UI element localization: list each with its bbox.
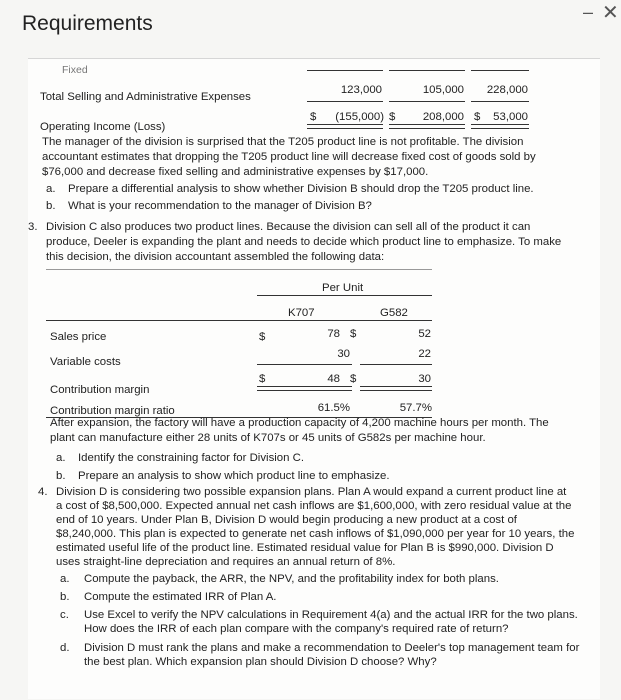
rule: [257, 295, 432, 296]
variable-k707: 30: [337, 348, 350, 360]
p4-b-marker: b.: [60, 591, 70, 603]
oi-value-1: (155,000): [335, 111, 384, 123]
rule: [307, 101, 383, 102]
sales-g582: 52: [418, 328, 431, 340]
p4-c-line-1: Use Excel to verify the NPV calculations in Requirement 4(a) and the actual IRR for the two plans.: [84, 609, 578, 621]
p3-after-1: After expansion, the factory will have a production capacity of 4,200 machine hours per month. The: [50, 417, 549, 429]
p4-d-marker: d.: [60, 642, 70, 654]
p4-d-line-2: the best plan. Which expansion plan should Division D choose? Why?: [84, 656, 437, 668]
p3-number: 3.: [28, 221, 38, 233]
oi-value-3: 53,000: [493, 111, 528, 123]
p4-line-5: estimated useful life of the product line. Estimated residual value for Plan B is $990,000. Division D: [56, 542, 554, 554]
rule: [307, 70, 383, 71]
rule: [389, 70, 465, 71]
p2-a-text: Prepare a differential analysis to show whether Division B should drop the T205 product line.: [68, 183, 534, 195]
p4-a-marker: a.: [60, 573, 70, 585]
minimize-icon[interactable]: –: [583, 2, 594, 22]
oi-dollar-3: $: [474, 111, 481, 123]
rule: [46, 269, 432, 270]
rule: [360, 364, 432, 365]
p4-b-text: Compute the estimated IRR of Plan A.: [84, 591, 277, 603]
p3-b-marker: b.: [56, 470, 66, 482]
p4-line-3: end of 10 years. Under Plan B, Division D would begin producing a new product at a cost of: [56, 514, 517, 526]
double-rule: [360, 386, 432, 391]
rule: [389, 101, 465, 102]
p2-line-2: accountant estimates that dropping the T205 product line will decrease fixed cost of goods sold by: [42, 151, 536, 163]
oi-dollar-2: $: [389, 111, 396, 123]
p4-d-line-1: Division D must rank the plans and make a recommendation to Deeler's top management team for: [84, 642, 580, 654]
p3-b-text: Prepare an analysis to show which product line to emphasize.: [78, 470, 390, 482]
p2-b-text: What is your recommendation to the manager of Division B?: [68, 200, 372, 212]
double-rule: [307, 124, 383, 129]
cm-dollar-2: $: [350, 373, 357, 385]
col-k707: K707: [288, 307, 315, 319]
cmr-k707: 61.5%: [317, 402, 350, 414]
sales-dollar-2: $: [350, 328, 357, 340]
oi-label: Operating Income (Loss): [40, 121, 166, 133]
p4-a-text: Compute the payback, the ARR, the NPV, and the profitability index for both plans.: [84, 573, 499, 585]
p4-c-marker: c.: [60, 609, 69, 621]
fixed-label: Fixed: [62, 64, 88, 76]
tsa-value-1: 123,000: [340, 84, 382, 96]
cmr-label: Contribution margin ratio: [50, 405, 175, 417]
p2-b-marker: b.: [46, 200, 56, 212]
cmr-g582: 57.7%: [399, 402, 432, 414]
rule: [257, 364, 352, 365]
p3-line-3: this decision, the division accountant assembled the following data:: [46, 251, 385, 263]
double-rule: [257, 386, 352, 391]
per-unit-header: Per Unit: [322, 282, 364, 294]
oi-value-2: 208,000: [422, 111, 464, 123]
p4-line-6: uses straight-line depreciation and requires an annual return of 8%.: [56, 556, 396, 568]
p4-number: 4.: [38, 486, 48, 498]
sales-label: Sales price: [50, 331, 107, 343]
variable-label: Variable costs: [50, 356, 121, 368]
double-rule: [471, 124, 529, 129]
close-icon[interactable]: ✕: [602, 2, 619, 24]
p4-c-line-2: How does the IRR of each plan compare with the company's required rate of return?: [84, 623, 509, 635]
sales-dollar-1: $: [259, 331, 266, 343]
p3-a-marker: a.: [56, 452, 66, 464]
variable-g582: 22: [418, 348, 431, 360]
cm-dollar-1: $: [259, 373, 266, 385]
p3-a-text: Identify the constraining factor for Division C.: [78, 452, 305, 464]
p4-line-1: Division D is considering two possible expansion plans. Plan A would expand a current product line at: [56, 486, 567, 498]
sales-k707: 78: [327, 328, 340, 340]
rule: [471, 70, 529, 71]
col-g582: G582: [380, 307, 408, 319]
p4-line-2: a cost of $8,500,000. Expected annual net cash inflows are $1,600,000, with zero residual value at the: [56, 500, 572, 512]
p3-line-1: Division C also produces two product lines. Because the division can sell all of the product it can: [46, 221, 531, 233]
rule: [471, 101, 529, 102]
p3-line-2: produce, Deeler is expanding the plant and needs to decide which product line to emphasize. To make: [46, 236, 562, 248]
tsa-value-2: 105,000: [422, 84, 464, 96]
p2-line-3: $76,000 and decrease fixed selling and administrative expenses by $17,000.: [42, 166, 429, 178]
cm-g582: 30: [418, 373, 431, 385]
cm-label: Contribution margin: [50, 384, 150, 396]
p3-after-2: plant can manufacture either 28 units of K707s or 45 units of G582s per machine hour.: [50, 432, 486, 444]
p2-a-marker: a.: [46, 183, 56, 195]
double-rule: [389, 124, 465, 129]
p4-line-4: $8,240,000. This plan is expected to generate net cash inflows of $1,090,000 per year for 10 years, the: [56, 528, 575, 540]
oi-dollar-1: $: [310, 111, 317, 123]
p2-line-1: The manager of the division is surprised that the T205 product line is not profitable. The division: [42, 136, 524, 148]
tsa-label: Total Selling and Administrative Expenses: [40, 91, 251, 103]
window-title: Requirements: [22, 12, 153, 35]
cm-k707: 48: [327, 373, 340, 385]
tsa-value-3: 228,000: [486, 84, 528, 96]
rule: [46, 320, 432, 321]
